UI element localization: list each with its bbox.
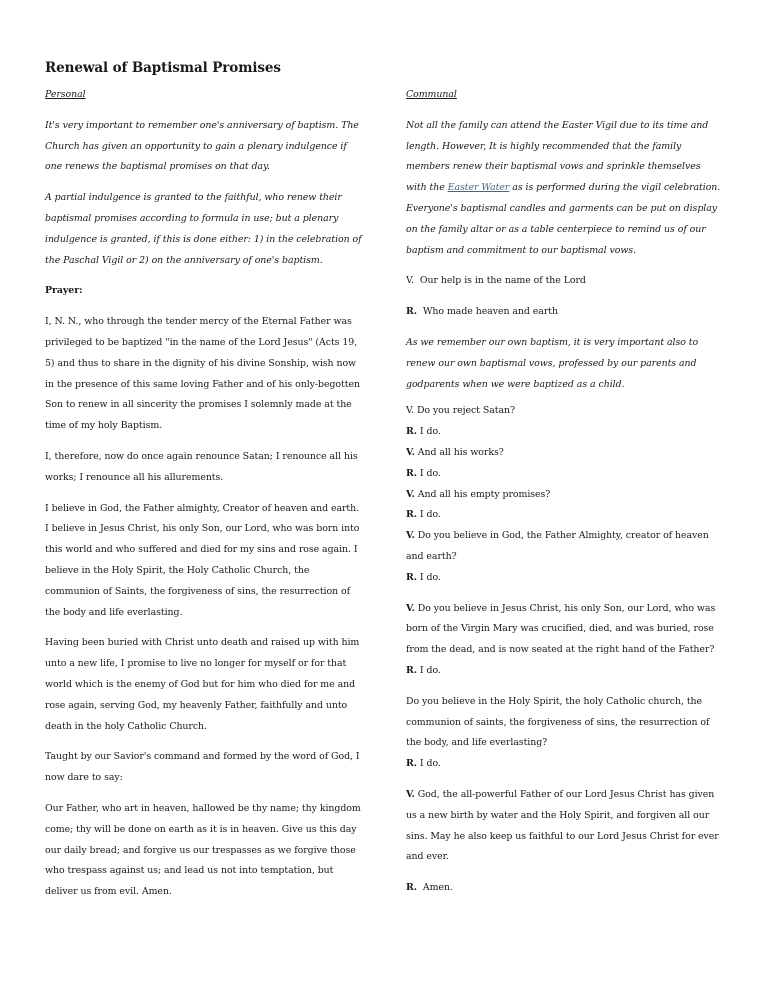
- versicle-mark: V.: [406, 446, 415, 458]
- personal-heading: Personal: [45, 89, 86, 100]
- communal-intro-start: Not all the family can attend the Easter Vigil due to its time and length. However, It is highly recommended that the family members renew their baptismal vows and sprinkle themselves with the: [406, 119, 709, 194]
- response-text: Amen.: [422, 882, 453, 894]
- response-1: [406, 302, 724, 323]
- response-mark: R.: [406, 758, 417, 770]
- versicle-text: Do you believe in God, the Father Almighty, creator of heaven and earth?: [406, 530, 709, 562]
- versicle-text: Do you believe in Jesus Christ, his only Son, our Lord, who was born of the Virgin Mary was crucified, died, and was buried, rose from the dead, and is now seated at the right hand of the Father?: [406, 602, 716, 656]
- question-1: V. Do you reject Satan?: [406, 405, 515, 417]
- versicle-mark: V.: [406, 602, 415, 614]
- versicle-mark: V.: [406, 488, 415, 500]
- answer-3: [406, 505, 724, 526]
- response-text: I do.: [419, 571, 441, 583]
- versicle-1: [406, 271, 724, 292]
- versicle-mark: V.: [406, 788, 415, 800]
- prayer-paragraph-5: Taught by our Savior's command and formed by the word of God, I now dare to say:: [45, 751, 360, 784]
- final-response: [406, 878, 724, 899]
- versicle-text: God, the all-powerful Father of our Lord Jesus Christ has given us a new birth by water and the Holy Spirit, and forgiven all our sins. May he also keep us faithful to our Lord Jesus Christ for ever and ever.: [406, 788, 719, 863]
- lords-prayer-paragraph: Our Father, who art in heaven, hallowed be thy name; thy kingdom come; thy will be done on earth as it is in heaven. Give us this day our daily bread; and forgive us our trespasses as we forgive those who trespass against us; and lead us not into temptation, but deliver us from evil. Amen.: [45, 802, 361, 898]
- response-mark: R.: [406, 306, 417, 318]
- question-4: [406, 526, 724, 568]
- question-2: [406, 443, 724, 464]
- final-versicle: [406, 785, 724, 868]
- versicle-mark: V.: [406, 275, 415, 287]
- easter-water-link[interactable]: Easter Water: [447, 182, 510, 194]
- answer-5: [406, 661, 724, 682]
- personal-intro-2: A partial indulgence is granted to the faithful, who renew their baptismal promises according to formula in use; but a plenary indulgence is granted, if this is done either: 1) in the celebration of the Paschal Vigil or 2) on the anniversary of one's baptism.: [45, 192, 362, 266]
- page-title: Renewal of Baptismal Promises: [45, 60, 281, 76]
- question-5: [406, 599, 724, 661]
- communal-intro: [406, 116, 724, 262]
- question-3: [406, 485, 724, 506]
- prayer-paragraph-2: I, therefore, now do once again renounce Satan; I renounce all his works; I renounce all his allurements.: [45, 450, 358, 483]
- response-mark: R.: [406, 571, 417, 583]
- answer-2: [406, 464, 724, 485]
- response-mark: R.: [406, 882, 417, 894]
- communal-column: [406, 85, 724, 899]
- personal-intro-1: It's very important to remember one's anniversary of baptism. The Church has given an opportunity to gain a plenary indulgence if one renews the baptismal promises on that day.: [45, 119, 359, 173]
- versicle-mark: V.: [406, 530, 415, 542]
- response-text: I do.: [419, 426, 441, 438]
- prayer-paragraph-4: Having been buried with Christ unto death and raised up with him unto a new life, I promise to live no longer for myself or for that world which is the enemy of God but for him who died for me and rose again, serving God, my heavenly Father, faithfully and unto death in the holy Catholic Church.: [45, 637, 360, 732]
- response-mark: R.: [406, 467, 417, 479]
- response-text: Who made heaven and earth: [422, 306, 558, 318]
- communal-heading: Communal: [406, 89, 457, 100]
- versicle-text: And all his empty promises?: [417, 488, 551, 500]
- response-mark: R.: [406, 426, 417, 438]
- response-text: I do.: [419, 758, 441, 770]
- versicle-text: And all his works?: [417, 446, 504, 458]
- question-6: Do you believe in the Holy Spirit, the holy Catholic church, the communion of saints, the forgiveness of sins, the resurrection of the body, and life everlasting?: [406, 695, 710, 749]
- response-text: I do.: [419, 467, 441, 479]
- remember-paragraph: As we remember our own baptism, it is very important also to renew our own baptismal vows, professed by our parents and godparents when we were baptized as a child.: [406, 336, 699, 390]
- prayer-paragraph-1: I, N. N., who through the tender mercy of the Eternal Father was privileged to be baptized "in the name of the Lord Jesus" (Acts 19, 5) and thus to share in the dignity of his divine Sonship, wish now in the presence of this same loving Father and of his only-begotten Son to renew in all sincerity the promises I solemnly made at the time of my holy Baptism.: [45, 316, 360, 432]
- communal-intro-end: as is performed during the vigil celebration. Everyone's baptismal candles and garments can be put on display on the family altar or as a table centerpiece to remind us of our baptism and commitment to our baptismal vows.: [406, 182, 721, 256]
- versicle-text: Our help is in the name of the Lord: [419, 275, 586, 287]
- answer-6: [406, 754, 724, 775]
- prayer-label: Prayer:: [45, 285, 83, 297]
- response-text: I do.: [419, 664, 441, 676]
- personal-column: [45, 85, 363, 903]
- response-text: I do.: [419, 509, 441, 521]
- response-mark: R.: [406, 664, 417, 676]
- prayer-paragraph-3: I believe in God, the Father almighty, Creator of heaven and earth. I believe in Jesus Christ, his only Son, our Lord, who was born into this world and who suffered and died for my sins and rose again. I believe in the Holy Spirit, the Holy Catholic Church, the communion of Saints, the forgiveness of sins, the resurrection of the body and life everlasting.: [45, 502, 360, 618]
- answer-1: [406, 422, 724, 443]
- response-mark: R.: [406, 509, 417, 521]
- answer-4: [406, 568, 724, 589]
